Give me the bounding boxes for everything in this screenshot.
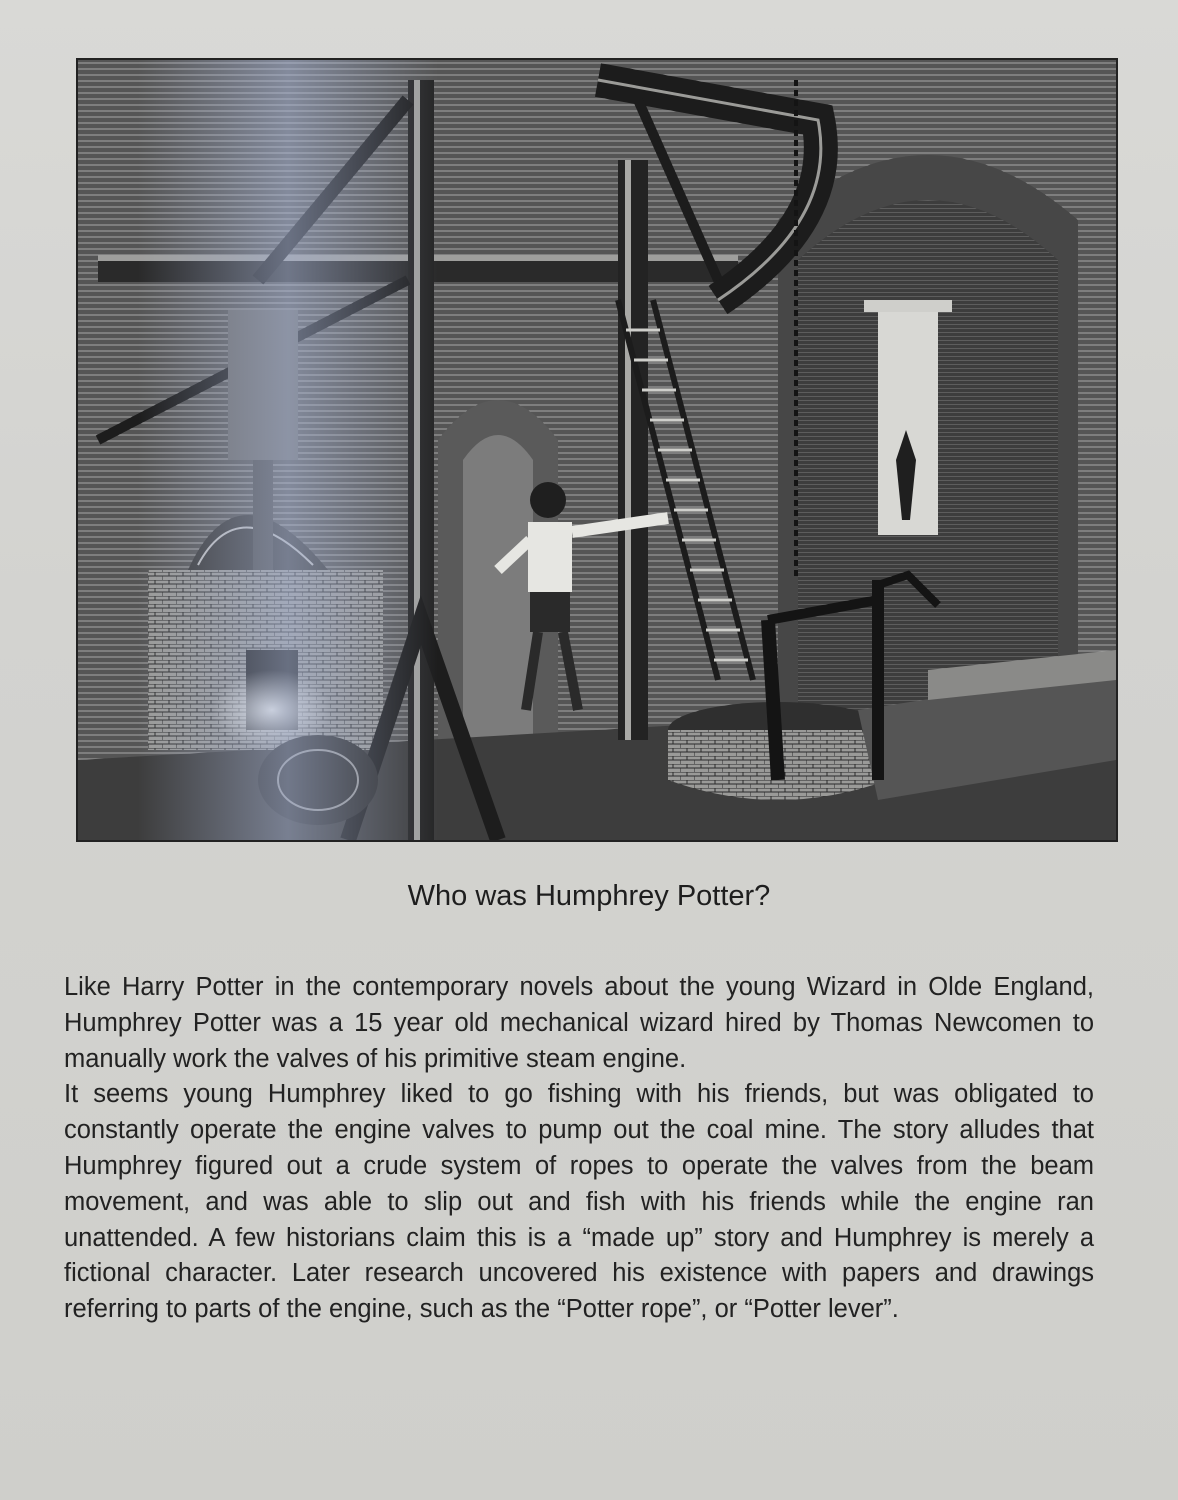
panel-body [64,970,1094,1328]
paragraph-story: It seems young Humphrey liked to go fishing with his friends, but was obligated to constantly operate the engine valves to pump out the coal mine. The story alludes that Humphrey figured out a crude system of ropes to operate the valves from the beam movement, and was able to slip out and fish with his friends while the engine ran unattended. A few historians claim this is a “made up” story and Humphrey is merely a fictional character. Later research uncovered his existence with papers and drawings referring to parts of the engine, such as the “Potter rope”, or “Potter lever”. [64,1080,1094,1324]
panel-title: Who was Humphrey Potter? [407,880,771,912]
paragraph-intro: Like Harry Potter in the contemporary novels about the young Wizard in Olde England, Humphrey Potter was a 15 year old mechanical wizard hired by Thomas Newcomen to manually work the valves of his primitive steam engine. [64,973,1094,1073]
engine-room-engraving [76,58,1118,842]
